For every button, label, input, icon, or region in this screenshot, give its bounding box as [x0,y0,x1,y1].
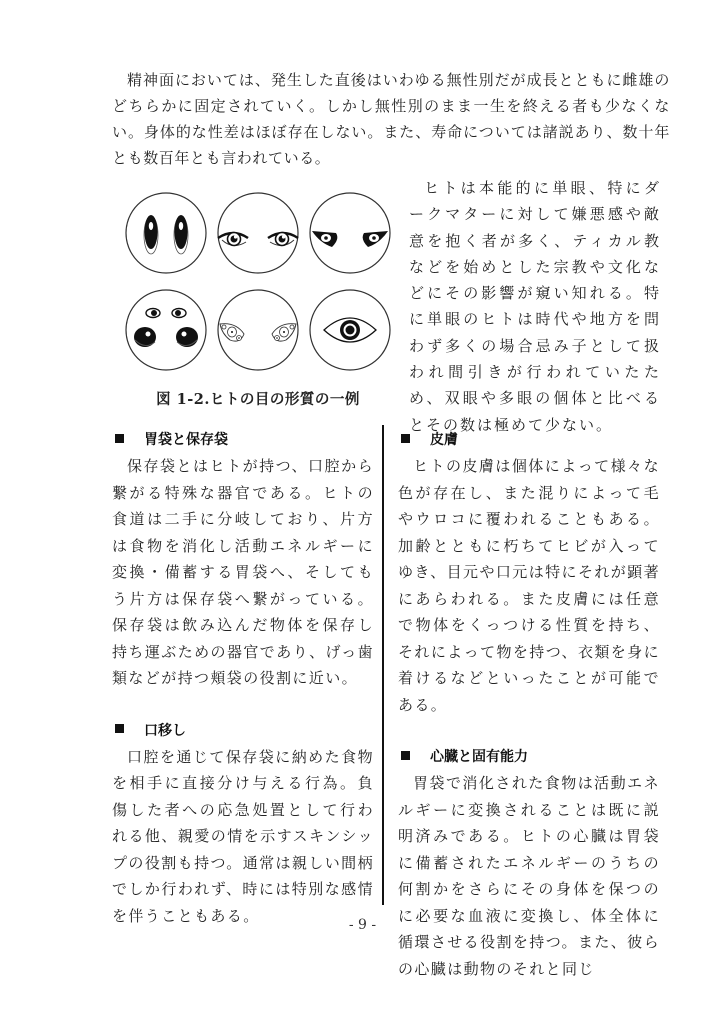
section-title: 皮膚 [430,432,458,448]
section-heading [398,744,660,770]
section-body: 胃袋で消化された食物は活動エネルギーに変換されることは既に説明済みである。ヒトの心臓は胃袋に備蓄されたエネルギーのうちの何割かをさらにその身体を保つのに必要な血液に変換し、体全体に循環させる役割を持つ。また、彼らの心臓は動物のそれと同じ [398,774,660,978]
section-heading [112,718,374,744]
left-column [112,427,374,955]
tall-oval-eyes-icon [126,193,206,273]
section-heading [398,427,660,453]
single-eye-icon [310,290,390,370]
multi-pupil-eyes-icon [218,290,298,370]
side-paragraph: ヒトは本能的に単眼、特にダークマターに対して嫌悪感や敵意を抱く者が多く、ティカル教などを始めとした宗教や文化などにその影響が窺い知れる。特に単眼のヒトは時代や地方を問わず多くの場合忌み子として扱われ間引きが行われていたため、双眼や多眼の個体と比べるとその数は極めて少ない。 [409,179,661,434]
column-divider [382,425,384,905]
section-title: 胃袋と保存袋 [144,432,228,448]
square-bullet-icon [401,434,410,443]
section-mouth-transfer [112,718,374,930]
section-title: 心臓と固有能力 [430,749,528,765]
page-number: - 9 - [348,917,377,933]
four-eyes-icon [126,290,206,370]
square-bullet-icon [115,724,124,733]
lashed-round-eyes-icon [218,193,298,273]
section-body: ヒトの皮膚は個体によって様々な色が存在し、また混りによって毛やウロコに覆われることもある。加齢とともに朽ちてヒビが入ってゆき、目元や口元は特にそれが顕著にあらわれる。また皮膚には任意で物体をくっつける性質を持ち、それによって物を持つ、衣類を身に着けるなどといったことが可能である。 [398,457,660,714]
section-title: 口移し [144,722,186,739]
square-bullet-icon [401,751,410,760]
section-skin [398,427,660,718]
section-body: 保存袋とはヒトが持つ、口腔から繋がる特殊な器官である。ヒトの食道は二手に分岐しており、片方は食物を消化し活動エネルギーに変換・備蓄する胃袋へ、そしてもう片方は保存袋へ繋がっている。保存袋は飲み込んだ物体を保存し持ち運ぶための器官であり、げっ歯類などが持つ頬袋の役割に近い。 [112,457,374,687]
section-body: 口腔を通じて保存袋に納めた食物を相手に直接分け与える行為。負傷した者への応急処置として行われる他、親愛の情を示すスキンシップの役割も持つ。通常は親しい間柄でしか行われず、時には特別な感情を伴うこともある。 [112,747,374,925]
section-heart-ability [398,744,660,982]
section-heading [112,427,374,453]
sharp-dark-eyes-icon [310,193,390,273]
intro-paragraph: 精神面においては、発生した直後はいわゆる無性別だが成長とともに雌雄のどちらかに固定されていく。しかし無性別のまま一生を終える者も少なくない。身体的な性差はほぼ存在しない。また、寿命については諸説あり、数十年とも数百年とも言われている。 [112,71,670,167]
figure-caption: 図 1-2.ヒトの目の形質の一例 [156,391,360,408]
section-stomach-storage [112,427,374,692]
eye-traits-figure [118,188,398,378]
square-bullet-icon [115,434,124,443]
